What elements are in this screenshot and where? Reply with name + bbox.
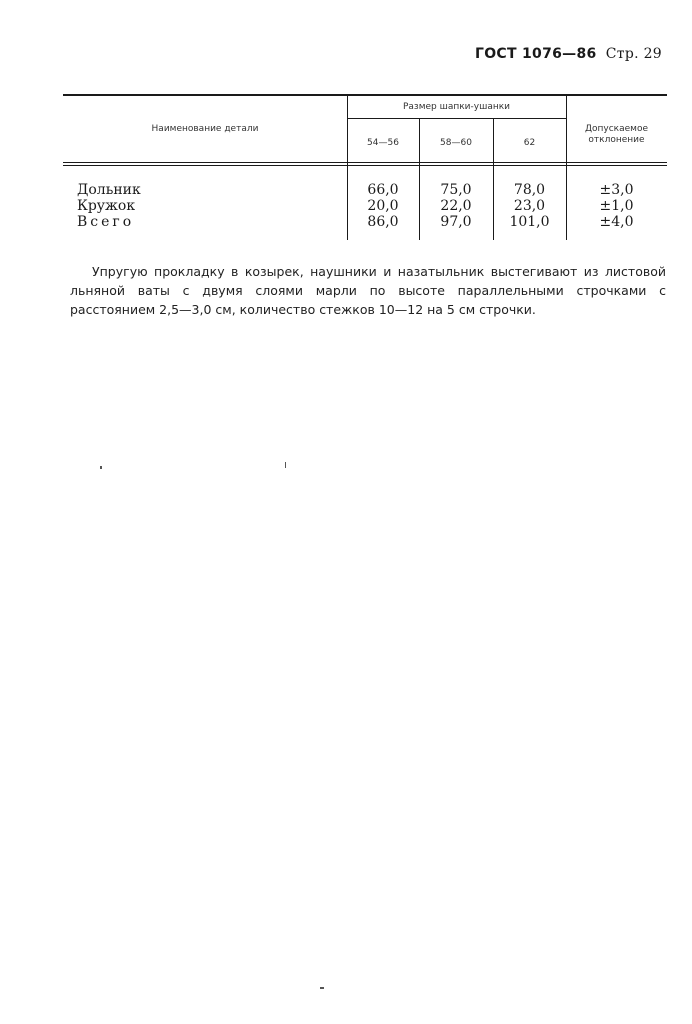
column-header-tolerance xyxy=(566,124,667,146)
tolerance-header-line: отклонение xyxy=(588,135,645,145)
scan-speck xyxy=(285,462,286,468)
row-tolerance: ±1,0 xyxy=(599,198,634,214)
row-value: 97,0 xyxy=(440,214,472,230)
tolerance-header-line: Допускаемое xyxy=(584,124,649,134)
row-tolerance: ±4,0 xyxy=(599,214,634,230)
row-value: 23,0 xyxy=(513,198,546,214)
document-code: ГОСТ 1076—86 xyxy=(475,46,597,62)
row-value: 20,0 xyxy=(367,198,399,214)
table-top-rule xyxy=(63,94,667,96)
row-name: Дольник xyxy=(77,182,141,198)
row-value: 22,0 xyxy=(440,198,472,214)
row-value: 66,0 xyxy=(367,182,399,198)
column-header-name: Наименование детали xyxy=(151,124,259,134)
row-value: 75,0 xyxy=(440,182,472,198)
body-paragraph: Упругую прокладку в козырек, наушники и назатыльник выстегивают из листовой льняной ваты с двумя слоями марли по высоте параллельными строчками с расстоянием 2,5—3,0 см, количество стежков 10—12 на 5 см строчки. xyxy=(70,264,666,317)
size-group-rule xyxy=(347,118,566,119)
page-number: Стр. 29 xyxy=(605,46,662,62)
page-header xyxy=(475,46,662,62)
column-header-size: 62 xyxy=(523,138,536,148)
column-header-size: 54—56 xyxy=(367,138,399,148)
scan-speck xyxy=(100,466,102,469)
column-header-size-group: Размер шапки-ушанки xyxy=(402,102,511,112)
header-rule-1 xyxy=(63,162,667,163)
row-value: 86,0 xyxy=(367,214,399,230)
row-name-total: Всего xyxy=(77,214,135,230)
row-value: 101,0 xyxy=(509,214,550,230)
row-tolerance: ±3,0 xyxy=(599,182,634,198)
scan-speck xyxy=(320,987,324,989)
parts-table xyxy=(63,94,667,242)
row-value: 78,0 xyxy=(513,182,546,198)
header-rule-2 xyxy=(63,165,667,166)
column-header-size: 58—60 xyxy=(440,138,472,148)
row-name: Кружок xyxy=(77,198,136,214)
